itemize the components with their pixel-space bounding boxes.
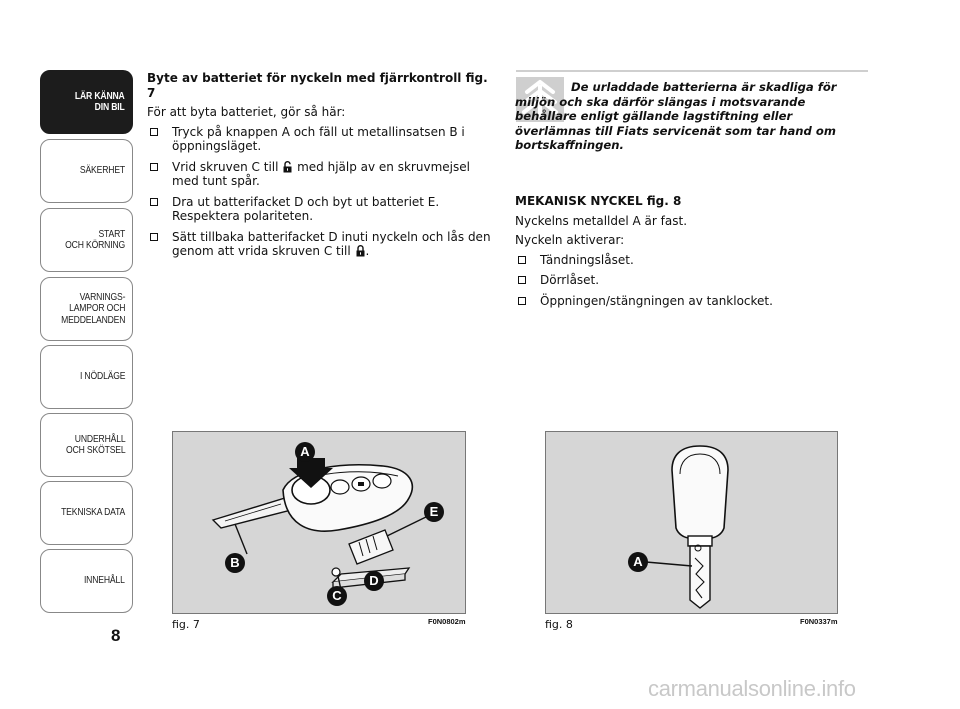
callout-a: A — [295, 442, 315, 462]
tab-label: VARNINGS- LAMPOR OCH MEDDELANDEN — [60, 290, 125, 326]
callout-a: A — [628, 552, 648, 572]
mechanical-key-section — [515, 194, 855, 314]
figure-8-label: fig. 8 — [545, 618, 573, 631]
figure-7-remote-key — [172, 431, 466, 614]
locked-padlock-icon — [356, 245, 365, 257]
remote-key-illustration — [173, 432, 467, 615]
battery-replacement-section — [147, 71, 492, 265]
tab-label: SÄKERHET — [79, 164, 125, 177]
warning-divider — [516, 70, 868, 72]
body-text: Nyckelns metalldel A är fast. — [515, 213, 688, 228]
body-text: Nyckeln aktiverar: — [515, 233, 625, 247]
tab-varningslampor[interactable] — [40, 277, 133, 341]
tab-tekniska-data[interactable] — [40, 481, 133, 545]
environment-warning-text: De urladdade batterierna är skadliga för miljön och ska därför slängas i motsvarande behållare enligt gällande lagstiftning eller överlämnas till Fiats servicenät som tar hand om bortskaffningen. — [515, 80, 837, 152]
tab-label: UNDERHÅLL OCH SKÖTSEL — [65, 432, 125, 456]
checkbox-bullet-icon — [518, 256, 526, 264]
list-item: Dra ut batterifacket D och byt ut batteriet E. Respektera polariteten. — [147, 195, 492, 224]
tab-label: I NÖDLÄGE — [79, 370, 125, 383]
list-item: Vrid skruven C till med hjälp av en skruvmejsel med tunt spår. — [147, 160, 492, 189]
tab-underhall[interactable] — [40, 413, 133, 477]
list-item: Dörrlåset. — [515, 273, 855, 288]
tab-label: INNEHÅLL — [84, 574, 125, 587]
checkbox-bullet-icon — [150, 128, 158, 136]
watermark: carmanualsonline.info — [648, 676, 856, 701]
checkbox-bullet-icon — [150, 198, 158, 206]
tab-i-nodlage[interactable] — [40, 345, 133, 409]
callout-d: D — [364, 571, 384, 591]
tab-label: TEKNISKA DATA — [60, 506, 125, 519]
callout-e: E — [424, 502, 444, 522]
section-heading: MEKANISK NYCKEL fig. 8 — [515, 194, 682, 208]
figure-8-mechanical-key — [545, 431, 838, 614]
intro-text: För att byta batteriet, gör så här: — [147, 105, 346, 119]
figure-7-code: F0N0802m — [428, 617, 466, 626]
list-item: Tryck på knappen A och fäll ut metallinsatsen B i öppningsläget. — [147, 125, 492, 154]
tab-sakerhet[interactable] — [40, 139, 133, 203]
figure-7-label: fig. 7 — [172, 618, 200, 631]
checkbox-bullet-icon — [150, 233, 158, 241]
checkbox-bullet-icon — [518, 297, 526, 305]
mechanical-key-illustration — [546, 432, 839, 615]
checkbox-bullet-icon — [518, 276, 526, 284]
tab-label: START OCH KÖRNING — [65, 227, 125, 251]
list-item: Öppningen/stängningen av tanklocket. — [515, 294, 855, 309]
section-heading: Byte av batteriet för nyckeln med fjärrkontroll fig. 7 — [147, 71, 488, 100]
checkbox-bullet-icon — [150, 163, 158, 171]
tab-innehall[interactable] — [40, 549, 133, 613]
tab-start-och-korning[interactable] — [40, 208, 133, 272]
list-item: Sätt tillbaka batterifacket D inuti nyckeln och lås den genom att vrida skruven C till . — [147, 230, 492, 259]
tab-lar-kanna-din-bil[interactable] — [40, 70, 133, 134]
callout-b: B — [225, 553, 245, 573]
unlocked-padlock-icon — [283, 161, 292, 173]
tab-label: LÄR KÄNNA DIN BIL — [75, 89, 125, 113]
figure-8-code: F0N0337m — [800, 617, 838, 626]
page-number: 8 — [111, 626, 121, 645]
list-item: Tändningslåset. — [515, 253, 855, 268]
callout-c: C — [327, 586, 347, 606]
